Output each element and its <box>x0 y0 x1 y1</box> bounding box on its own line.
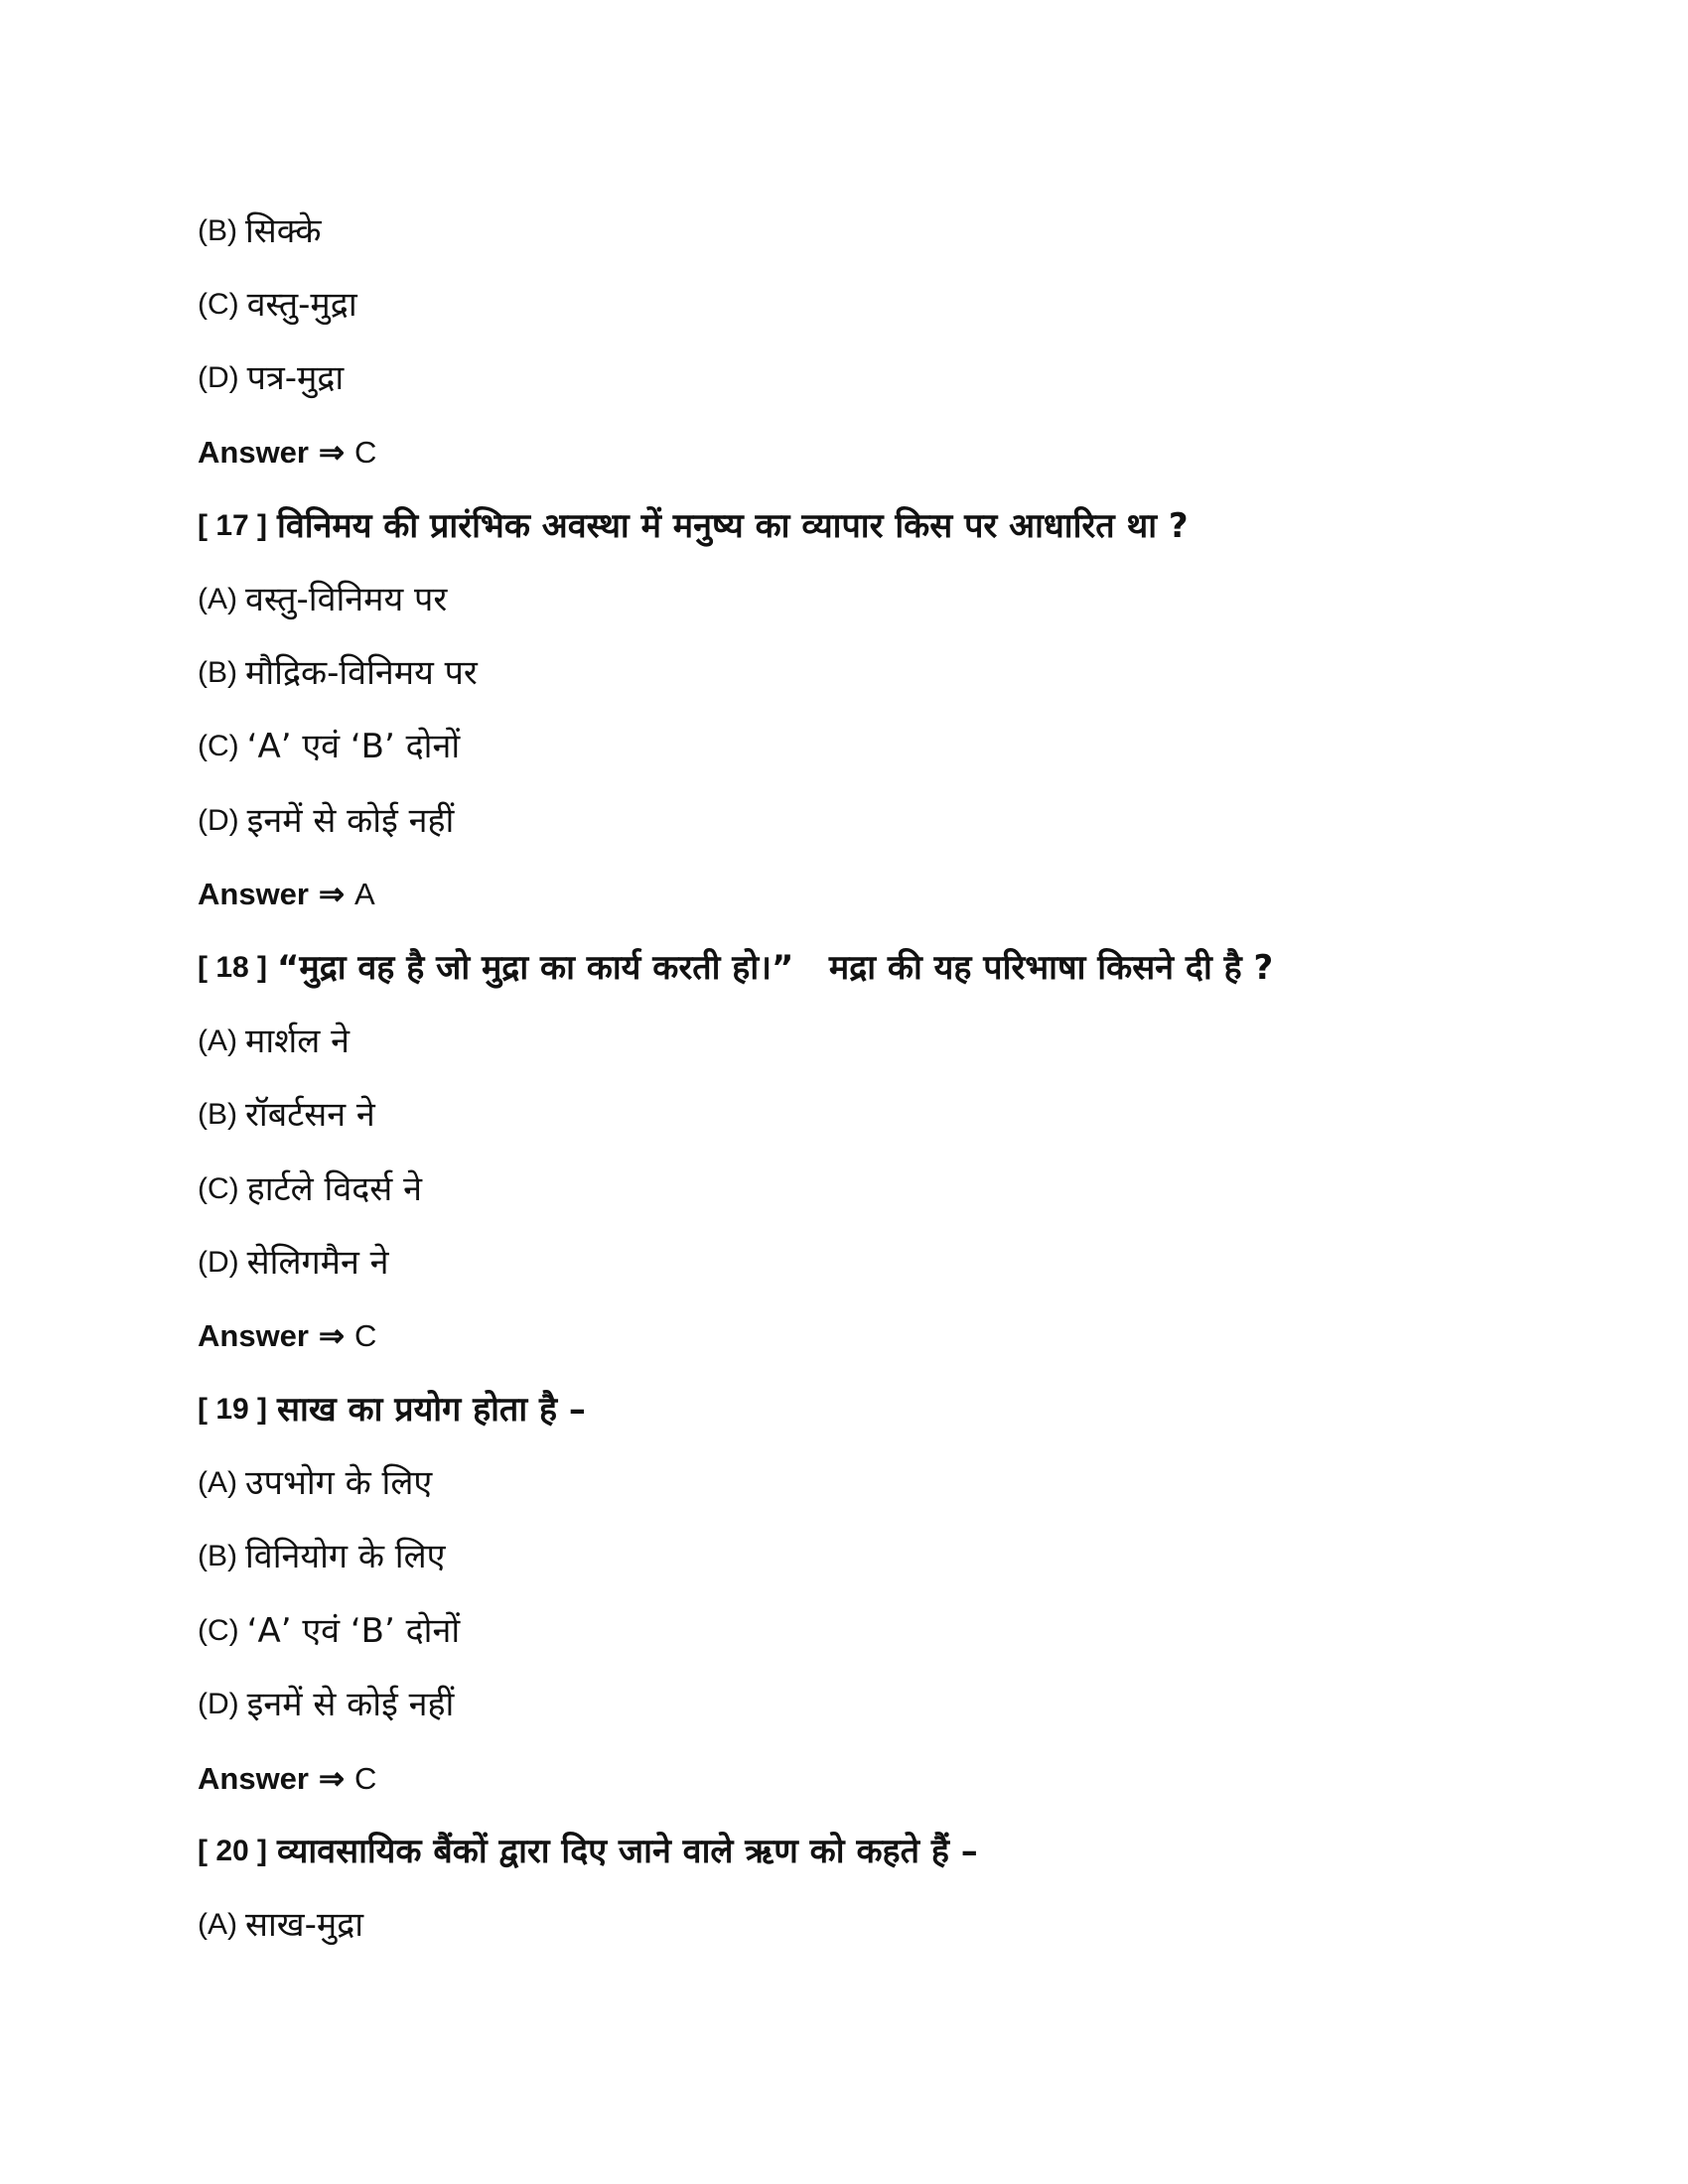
question-text: विनिमय की प्रारंभिक अवस्था में मनुष्य का व्यापार किस पर आधारित था ? <box>277 505 1189 546</box>
option-text: साख-मुद्रा <box>245 1905 364 1946</box>
answer-value: A <box>353 877 375 912</box>
option-text: वस्तु-विनिमय पर <box>245 580 448 620</box>
question-list <box>198 195 1488 1963</box>
option-letter: (C) <box>198 288 239 322</box>
answer-label: Answer <box>198 1318 309 1354</box>
option-letter: (C) <box>198 1171 239 1205</box>
answer-line <box>198 1741 1488 1815</box>
answer-value: C <box>353 1760 377 1796</box>
question-text: साख का प्रयोग होता है – <box>277 1390 586 1431</box>
option-text: पत्र-मुद्रा <box>246 358 345 399</box>
option-line <box>198 1152 1488 1225</box>
option-letter: (B) <box>198 1098 237 1132</box>
answer-label: Answer <box>198 877 309 912</box>
option-letter: (C) <box>198 1613 239 1647</box>
question-number: [ 18 ] <box>198 950 268 984</box>
option-line <box>198 710 1488 783</box>
question-line <box>198 931 1488 1005</box>
answer-arrow: ⇒ <box>318 877 345 912</box>
option-line <box>198 636 1488 710</box>
answer-arrow: ⇒ <box>318 1760 345 1796</box>
option-letter: (A) <box>198 1466 237 1500</box>
answer-line <box>198 858 1488 931</box>
option-line <box>198 195 1488 268</box>
option-text: रॉबर्टसन ने <box>245 1095 375 1136</box>
option-letter: (B) <box>198 214 237 248</box>
option-text: सेलिगमैन ने <box>246 1242 389 1283</box>
option-letter: (B) <box>198 656 237 690</box>
question-line <box>198 1815 1488 1888</box>
option-letter: (A) <box>198 1908 237 1942</box>
answer-line <box>198 416 1488 489</box>
answer-label: Answer <box>198 1760 309 1796</box>
question-text: “मुद्रा वह है जो मुद्रा का कार्य करती हो।” मद्रा की यह परिभाषा किसने दी है ? <box>277 947 1274 988</box>
option-letter: (B) <box>198 1540 237 1573</box>
answer-value: C <box>353 435 377 471</box>
option-line <box>198 1888 1488 1962</box>
option-text: इनमें से कोई नहीं <box>246 800 455 841</box>
option-line <box>198 268 1488 341</box>
answer-arrow: ⇒ <box>318 1318 345 1354</box>
question-text: व्यावसायिक बैंकों द्वारा दिए जाने वाले ऋण को कहते हैं – <box>277 1832 978 1872</box>
option-line <box>198 1226 1488 1299</box>
question-number: [ 17 ] <box>198 508 268 542</box>
option-text: मार्शल ने <box>245 1022 350 1062</box>
option-letter: (D) <box>198 1245 239 1279</box>
option-text: मौद्रिक-विनिमय पर <box>245 653 478 694</box>
option-letter: (A) <box>198 583 237 616</box>
option-line <box>198 563 1488 636</box>
option-text: विनियोग के लिए <box>245 1537 446 1577</box>
option-line <box>198 1078 1488 1152</box>
option-line <box>198 1005 1488 1078</box>
option-text: ‘A’ एवं ‘B’ दोनों <box>246 1610 461 1651</box>
option-letter: (A) <box>198 1024 237 1058</box>
answer-arrow: ⇒ <box>318 435 345 471</box>
option-text: इनमें से कोई नहीं <box>246 1684 455 1724</box>
option-text: सिक्के <box>245 211 322 252</box>
option-letter: (C) <box>198 730 239 763</box>
option-letter: (D) <box>198 1687 239 1720</box>
option-line <box>198 341 1488 415</box>
option-text: हार्टले विदर्स ने <box>246 1168 422 1209</box>
question-number: [ 20 ] <box>198 1835 268 1868</box>
option-text: वस्तु-मुद्रा <box>246 285 357 326</box>
answer-line <box>198 1299 1488 1373</box>
question-line <box>198 489 1488 563</box>
option-line <box>198 1594 1488 1668</box>
answer-label: Answer <box>198 435 309 471</box>
option-line <box>198 784 1488 858</box>
answer-value: C <box>353 1318 377 1354</box>
question-number: [ 19 ] <box>198 1393 268 1427</box>
question-line <box>198 1373 1488 1446</box>
option-line <box>198 1446 1488 1520</box>
option-line <box>198 1668 1488 1741</box>
option-letter: (D) <box>198 803 239 837</box>
option-text: ‘A’ एवं ‘B’ दोनों <box>246 727 461 767</box>
option-letter: (D) <box>198 361 239 395</box>
option-text: उपभोग के लिए <box>245 1463 433 1504</box>
option-line <box>198 1520 1488 1593</box>
